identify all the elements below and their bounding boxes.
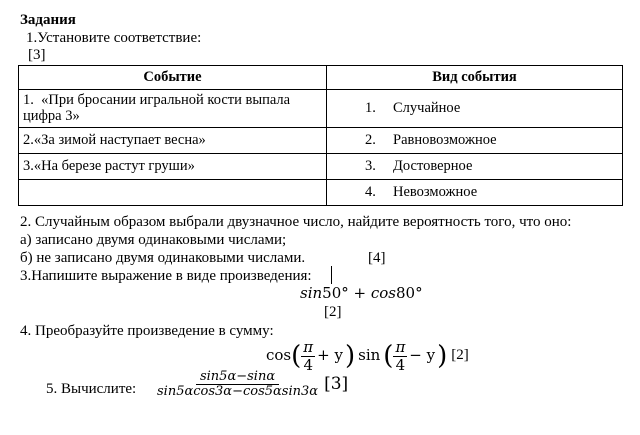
event-row-1 <box>19 90 327 128</box>
frac-denominator: 4 <box>395 355 406 374</box>
task3-expression <box>300 285 423 303</box>
type-row-3 <box>327 154 623 180</box>
task1-text: 1.Установите соответствие: <box>26 30 202 46</box>
event-text: «За зимой наступает весна» <box>33 132 206 149</box>
event-row-empty <box>19 180 327 206</box>
text-cursor <box>331 266 332 284</box>
header-event-type: Вид события <box>327 66 623 90</box>
expr-plus: + <box>348 284 371 302</box>
event-num: 1. <box>23 92 34 109</box>
expr-cos: cos <box>266 346 292 365</box>
event-text: «На березе растут груши» <box>33 158 195 175</box>
task2-line1: 2. Случайным образом выбрали двузначное число, найдите вероятность того, что оно: <box>20 214 572 230</box>
type-row-1 <box>327 90 623 128</box>
header-event: Событие <box>19 66 327 90</box>
event-row-2 <box>19 128 327 154</box>
expr-sin: sin <box>358 346 381 365</box>
left-paren: ( <box>291 341 302 371</box>
task5-fraction <box>155 370 320 400</box>
right-paren: ) <box>437 341 448 371</box>
expr-cos-arg: 80° <box>396 284 423 302</box>
events-table <box>18 65 623 206</box>
pi-over-4 <box>301 339 315 373</box>
type-row-2 <box>327 128 623 154</box>
type-num: 2. <box>365 132 376 149</box>
task3-points: [2] <box>324 304 342 320</box>
type-text: Равновозможное <box>393 132 497 149</box>
pi-over-4 <box>393 339 407 373</box>
frac-numerator: π <box>303 338 314 356</box>
task3-text: 3.Напишите выражение в виде произведения: <box>20 268 312 284</box>
type-text: Невозможное <box>393 184 478 201</box>
plus-y: + y <box>317 346 343 365</box>
type-num: 1. <box>365 100 376 117</box>
fraction-denominator: sin5αcos3α−cos5αsin3α <box>157 384 319 400</box>
frac-numerator: π <box>395 338 406 356</box>
right-paren: ) <box>344 341 356 371</box>
expr-sin-arg: 50° <box>322 284 349 302</box>
fraction-numerator: sin5α−sinα <box>196 370 279 385</box>
minus-y: − y <box>409 346 436 365</box>
heading: Задания <box>20 12 76 28</box>
left-paren: ( <box>383 341 394 371</box>
expr-sin: sin <box>300 284 323 302</box>
event-text: «При бросании игральной кости выпала цифра 3» <box>23 92 291 124</box>
frac-denominator: 4 <box>303 355 313 374</box>
task2-line2: а) записано двумя одинаковыми числами; <box>20 232 287 248</box>
type-row-4 <box>327 180 623 206</box>
type-text: Случайное <box>393 100 461 117</box>
type-num: 3. <box>365 158 376 175</box>
task4-expression <box>266 338 469 374</box>
task1-points: [3] <box>28 47 46 63</box>
type-num: 4. <box>365 184 376 201</box>
task5-text: 5. Вычислите: <box>46 381 137 397</box>
task2-points: [4] <box>368 250 386 266</box>
event-num: 3. <box>23 158 34 175</box>
expr-cos: cos <box>370 284 396 302</box>
task2-line3: б) не записано двумя одинаковыми числами. <box>20 250 306 266</box>
event-row-3 <box>19 154 327 180</box>
event-num: 2. <box>23 132 34 149</box>
task4-points: [2] <box>451 347 469 364</box>
task4-text: 4. Преобразуйте произведение в сумму: <box>20 323 274 339</box>
task5-points: [3] <box>324 374 349 395</box>
type-text: Достоверное <box>393 158 473 175</box>
task5-expression <box>155 370 348 400</box>
